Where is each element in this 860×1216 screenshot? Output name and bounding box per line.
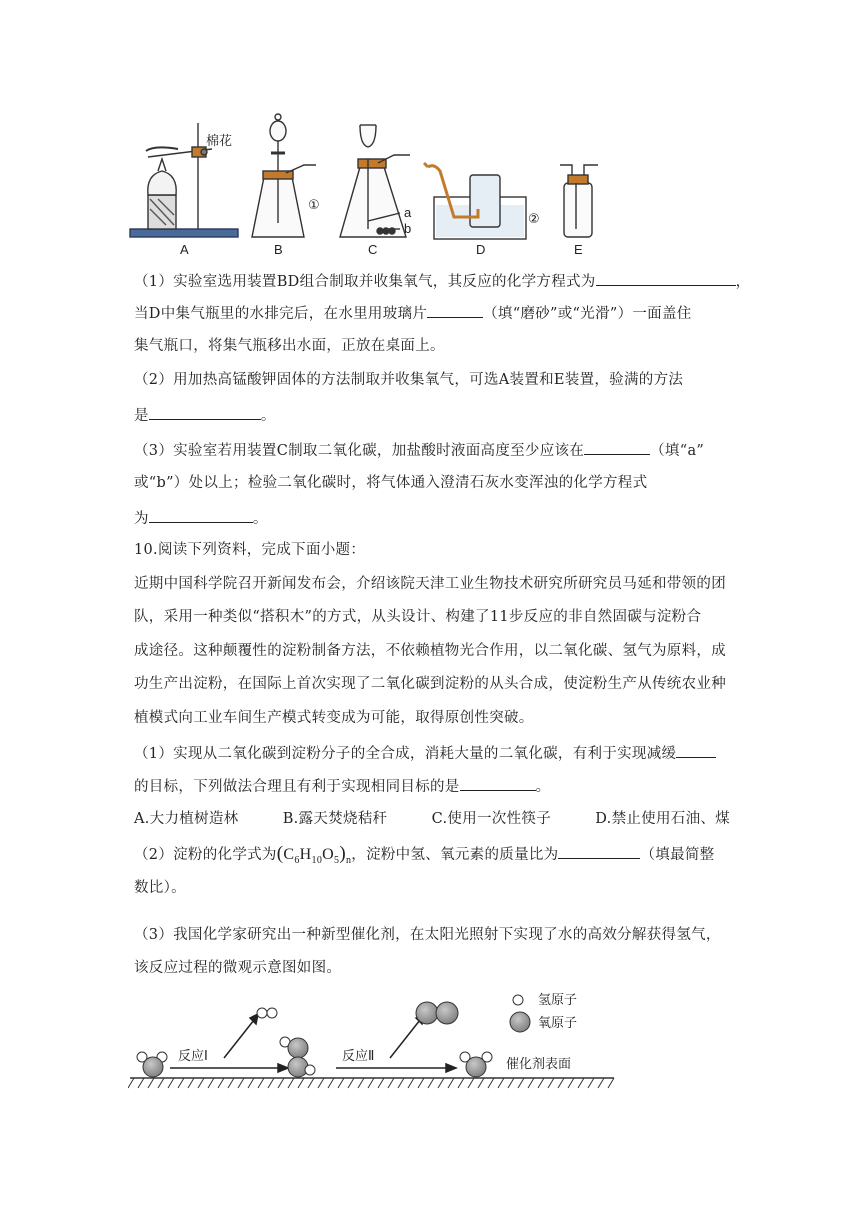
label-d: D	[476, 242, 486, 255]
catalyst-hatching	[128, 1078, 614, 1088]
q10-para-line3: 成途径。这种颠覆性的淀粉制备方法，不依赖植物光合作用，以二氧化碳、氢气为原料，成	[134, 643, 726, 659]
label-mark-2: ②	[528, 211, 540, 226]
q9-part3-line2: 或“b”）处以上；检验二氧化碳时，将气体通入澄清石灰水变浑浊的化学方程式	[134, 475, 648, 491]
q10-options	[134, 809, 730, 829]
q9-part1-line3: 集气瓶口，将集气瓶移出水面，正放在桌面上。	[134, 338, 445, 354]
q9-part3-line3: 为 。	[134, 507, 268, 529]
legend-oxygen-label: 氧原子	[538, 1015, 578, 1030]
q10-sub1-line2: 的目标，下列做法合理且有利于实现相同目标的是 。	[134, 775, 550, 797]
label-a-mark: a	[404, 205, 412, 220]
label-b-mark: b	[404, 221, 412, 236]
apparatus-d	[424, 163, 526, 239]
option-d[interactable]: D.禁止使用石油、煤	[595, 811, 730, 827]
answer-blank[interactable]	[596, 270, 736, 286]
label-a: A	[180, 242, 189, 255]
label-cotton: 棉花	[206, 133, 233, 148]
q10-para-line2: 队，采用一种类似“搭积木”的方式，从头设计、构建了11步反应的非自然固碳与淀粉合	[134, 609, 702, 625]
q10-sub2-line1: （2）淀粉的化学式为$(C_6H_{10}O_5)_n$，淀粉中氢、氧元素的质量比为 （填最简整	[134, 843, 715, 867]
answer-blank[interactable]	[558, 843, 640, 859]
option-c[interactable]: C.使用一次性筷子	[431, 811, 552, 827]
q10-sub3-line1: （3）我国化学家研究出一种新型催化剂，在太阳光照射下实现了水的高效分解获得氢气，	[134, 927, 721, 943]
apparatus-e	[560, 165, 598, 237]
q10-sub2-line2: 数比）。	[134, 880, 186, 896]
answer-blank[interactable]	[460, 775, 536, 791]
answer-blank[interactable]	[584, 439, 650, 455]
q10-para-line1: 近期中国科学院召开新闻发布会，介绍该院天津工业生物技术研究所研究员马延和带领的团	[134, 576, 726, 592]
starch-formula: $(C_6H_{10}O_5)_n$	[276, 843, 352, 867]
water-molecule	[460, 1052, 492, 1077]
option-b[interactable]: B.露天焚烧秸秆	[282, 811, 388, 827]
q10-para-line4: 功生产出淀粉，在国际上首次实现了二氧化碳到淀粉的从头合成，使淀粉生产从传统农业种	[134, 676, 726, 692]
label-c: C	[368, 242, 378, 255]
reaction-1-label: 反应Ⅰ	[178, 1048, 208, 1063]
option-a[interactable]: A.大力植树造林	[134, 811, 239, 827]
apparatus-figure	[128, 105, 608, 255]
legend-oxygen-marker	[510, 1012, 530, 1032]
q10-sub1-line1: （1）实现从二氧化碳到淀粉分子的全合成，消耗大量的二氧化碳，有利于实现减缓	[134, 742, 716, 764]
arrows-reaction-1	[170, 1014, 288, 1072]
q9-part1-line1: （1）实验室选用装置BD组合制取并收集氧气，其反应的化学方程式为 ，	[134, 270, 750, 292]
answer-blank[interactable]	[676, 742, 716, 758]
reaction-diagram	[128, 984, 620, 1094]
answer-blank[interactable]	[149, 507, 253, 523]
q9-part2-line2: 是 。	[134, 404, 276, 426]
q10-sub3-line2: 该反应过程的微观示意图如图。	[134, 960, 342, 976]
catalyst-surface-label: 催化剂表面	[506, 1056, 572, 1071]
answer-blank[interactable]	[427, 302, 483, 318]
q9-part1-line2: 当D中集气瓶里的水排完后，在水里用玻璃片 （填“磨砂”或“光滑”）一面盖住	[134, 302, 692, 324]
q9-part2-line1: （2）用加热高锰酸钾固体的方法制取并收集氧气，可选A装置和E装置，验满的方法	[134, 372, 684, 388]
legend-hydrogen-marker	[513, 995, 523, 1005]
hydrogen-molecule	[257, 1008, 277, 1018]
reaction-2-label: 反应Ⅱ	[342, 1048, 375, 1063]
q10-para-line5: 植模式向工业车间生产模式转变成为可能，取得原创性突破。	[134, 710, 534, 726]
q10-title: 10.阅读下列资料，完成下面小题：	[134, 542, 366, 558]
answer-blank[interactable]	[149, 404, 261, 420]
label-b: B	[274, 242, 283, 255]
legend-hydrogen-label: 氢原子	[538, 992, 578, 1007]
label-mark-1: ①	[308, 197, 320, 212]
legend	[510, 995, 530, 1032]
label-e: E	[574, 242, 583, 255]
oxygen-intermediate	[280, 1037, 315, 1077]
apparatus-b	[252, 114, 316, 237]
oxygen-molecule	[416, 1002, 458, 1024]
arrows-reaction-2	[336, 1014, 456, 1072]
apparatus-c	[340, 125, 410, 237]
q9-part3-line1: （3）实验室若用装置C制取二氧化碳，加盐酸时液面高度至少应该在 （填“a”	[134, 439, 704, 461]
water-molecule	[137, 1052, 167, 1077]
